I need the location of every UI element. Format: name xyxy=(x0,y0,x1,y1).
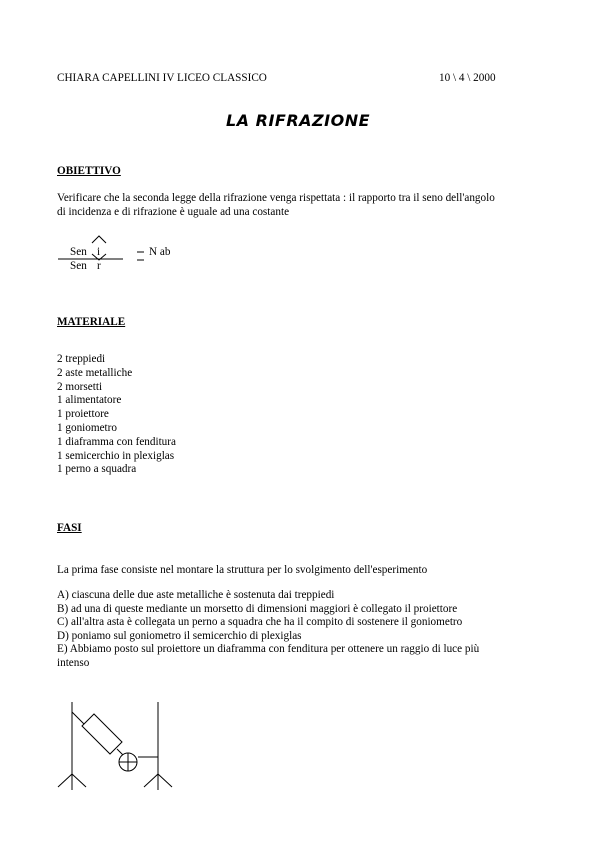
list-item: 2 morsetti xyxy=(57,380,103,393)
clamp xyxy=(72,712,84,724)
list-item: 1 goniometro xyxy=(57,421,117,434)
list-item: D) poniamo sul goniometro il semicerchio di plexiglas xyxy=(57,629,302,642)
objective-line-1: Verificare che la seconda legge della rifrazione venga rispettata : il rapporto tra il seno dell'angolo xyxy=(57,192,495,204)
list-item: 1 semicerchio in plexiglas xyxy=(57,449,175,462)
list-item: intenso xyxy=(57,656,90,669)
materials-list xyxy=(57,353,176,477)
apparatus-sketch xyxy=(50,702,180,842)
list-item: 1 proiettore xyxy=(57,408,109,421)
formula-num-var: i xyxy=(97,246,101,258)
list-item: A) ciascuna delle due aste metalliche è sostenuta dai treppiedi xyxy=(57,589,335,601)
list-item: 1 diaframma con fenditura xyxy=(57,435,176,448)
materials-heading: MATERIALE xyxy=(57,316,126,328)
diaphragm xyxy=(117,749,123,755)
header-date: 10 \ 4 \ 2000 xyxy=(439,72,496,84)
goniometer xyxy=(119,753,137,771)
formula-result: N ab xyxy=(149,246,171,258)
phases-heading: FASI xyxy=(57,522,82,534)
page-title: LA RIFRAZIONE xyxy=(225,111,371,130)
list-item: 1 perno a squadra xyxy=(57,463,137,476)
formula-den-sen: Sen xyxy=(70,260,87,272)
phases-intro: La prima fase consiste nel montare la struttura per lo svolgimento dell'esperimento xyxy=(57,564,428,576)
formula-den-var: r xyxy=(97,260,101,272)
list-item: C) all'altra asta è collegata un perno a squadra che ha il compito di sostenere il goniometro xyxy=(57,616,463,629)
projector-box xyxy=(82,714,122,754)
header-author: CHIARA CAPELLINI IV LICEO CLASSICO xyxy=(57,72,267,84)
objective-line-2: di incidenza e di rifrazione è uguale ad una costante xyxy=(57,206,290,218)
list-item: 2 aste metalliche xyxy=(57,366,133,379)
list-item: E) Abbiamo posto sul proiettore un diaframma con fenditura per ottenere un raggio di luce più xyxy=(57,643,480,656)
list-item: 1 alimentatore xyxy=(57,394,122,407)
phases-steps xyxy=(57,589,479,671)
formula-num-sen: Sen xyxy=(70,246,87,258)
objective-heading: OBIETTIVO xyxy=(57,165,121,177)
list-item: 2 treppiedi xyxy=(57,353,106,365)
list-item: B) ad una di queste mediante un morsetto di dimensioni maggiori è collegato il proiettore xyxy=(57,602,458,615)
